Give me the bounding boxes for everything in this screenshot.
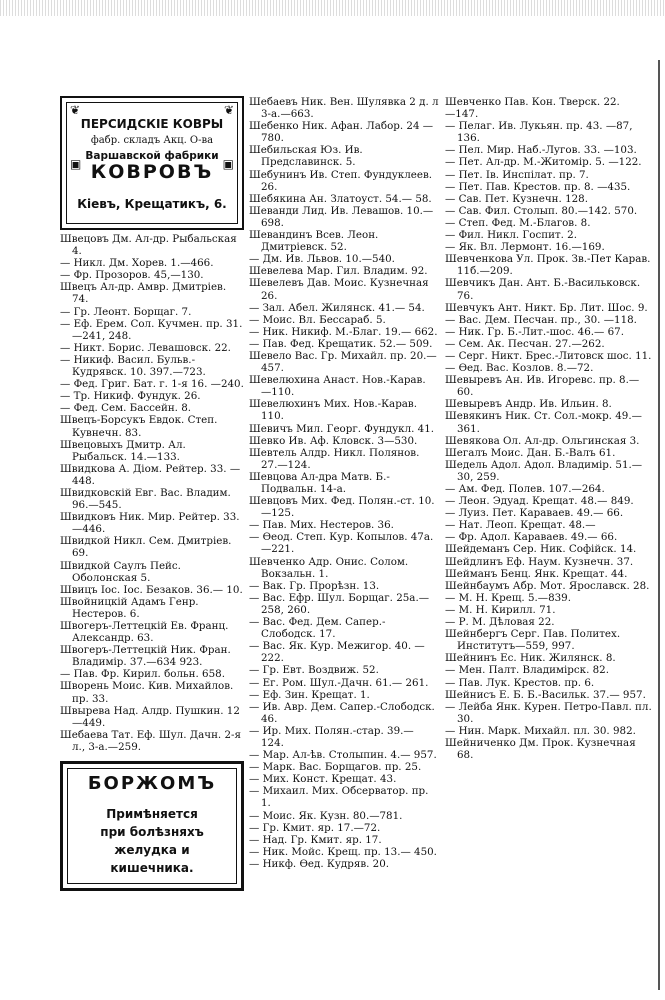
directory-entry: Шевякова Ол. Ал-др. Ольгинская 3.: [445, 434, 640, 447]
carpets-advertisement: [60, 96, 244, 230]
directory-entry: Шевчукъ Ант. Никт. Бр. Лит. Шос. 9.: [445, 301, 648, 314]
ornament-icon: ▣: [70, 157, 82, 171]
directory-entry: Швогеръ-Леттецкій Ев. Франц. Александр. 63.: [60, 620, 229, 645]
directory-entry: Шейниченко Дм. Прок. Кузнечная 68.: [445, 736, 636, 762]
ad-line-5: Кіевъ, Крещатикъ, 6.: [77, 197, 227, 211]
ad-line-2: при болѣзняхъ: [100, 825, 204, 840]
directory-entry: Шевченкова Ул. Прок. Зв.-Пет Карав. 11б.—209.: [445, 253, 651, 278]
directory-entry: — Мар. Ал-ѣв. Столыпин. 4.— 957.: [249, 749, 437, 762]
page-right-edge: [658, 60, 660, 990]
directory-entry: — Пет. Пав. Крестов. пр. 8. —435.: [445, 180, 631, 193]
ad-line-2: фабр. складъ Акц. О-ва: [90, 135, 214, 146]
directory-entry: — Фил. Никл. Госпит. 2.: [445, 229, 578, 242]
directory-list-col1: [60, 233, 244, 753]
page-top-edge: [0, 0, 665, 16]
directory-entry: — Өеод. Степ. Кур. Копылов. 47а.—221.: [249, 531, 434, 556]
directory-entry: — Ег. Ром. Шул.-Дачн. 61.— 261.: [249, 676, 429, 689]
directory-entry: — Вак. Гр. Прорѣзн. 13.: [249, 579, 380, 592]
directory-entry: Шейнинъ Ес. Ник. Жилянск. 8.: [445, 652, 616, 665]
directory-entry: Шевякинъ Ник. Ст. Сол.-мокр. 49.—361.: [445, 410, 642, 435]
directory-entry: — Сав. Фил. Столып. 80.—142. 570.: [445, 204, 638, 217]
directory-entry: — Фр. Адол. Караваев. 49.— 66.: [445, 531, 618, 544]
directory-entry: Швидкой Саулъ Пейс. Оболонская 5.: [60, 559, 181, 584]
directory-entry: — Моис. Вл. Бессараб. 5.: [249, 313, 386, 326]
directory-entry: — Зал. Абел. Жилянск. 41.— 54.: [249, 301, 425, 314]
directory-entry: Швецовыхъ Дмитр. Ал. Рыбальск. 14.—133.: [60, 438, 186, 463]
directory-entry: Швицъ Іос. Іос. Безаков. 36.— 10.: [60, 583, 243, 596]
directory-entry: Шевцова Ал-дра Матв. Б.-Подвальн. 14-а.: [249, 470, 390, 495]
directory-entry: — Никф. Өед. Кудряв. 20.: [249, 857, 390, 870]
directory-entry: — Як. Вл. Лермонт. 16.—169.: [445, 241, 605, 254]
directory-entry: — Лейба Янк. Курен. Петро-Павл. пл. 30.: [445, 700, 652, 725]
directory-entry: — Фед. Сем. Бассейн. 8.: [60, 402, 192, 415]
directory-entry: Шейдеманъ Сер. Ник. Софійск. 14.: [445, 543, 637, 556]
directory-entry: — Ам. Фед. Полев. 107.—264.: [445, 483, 605, 495]
directory-entry: Шевчикъ Дан. Ант. Б.-Васильковск. 76.: [445, 277, 641, 302]
directory-entry: Шебякина Ан. Златоуст. 54.— 58.: [249, 192, 432, 205]
directory-entry: Шейнисъ Е. Б. Б.-Васильк. 37.— 957.: [445, 688, 646, 701]
directory-entry: — Никиф. Васил. Бульв.-Кудрявск. 10. 397.—723.: [60, 353, 206, 379]
directory-entry: — Вас. Дем. Песчан. пр., 30. —118.: [445, 313, 637, 326]
column-1: [60, 96, 244, 891]
directory-entry: — Ив. Авр. Дем. Сапер.-Слободск. 46.: [249, 700, 435, 725]
ad-title: БОРЖОМЪ: [87, 773, 217, 795]
directory-entry: — Р. М. Дѣловая 22.: [445, 616, 555, 629]
directory-entry: Шейнбаумъ Абр. Мот. Ярославск. 28.: [445, 579, 650, 592]
directory-entry: Шедель Адол. Адол. Владимір. 51.—30, 259.: [445, 458, 643, 483]
directory-entry: Шевко Ив. Аф. Кловск. 3—530.: [249, 434, 418, 447]
directory-entry: — Еф. Ерем. Сол. Кучмен. пр. 31.—241, 248.: [60, 317, 243, 342]
directory-entry: —147.: [445, 108, 479, 121]
directory-entry: — Сав. Пет. Кузнечн. 128.: [445, 192, 588, 205]
directory-entry: Шевандинъ Всев. Леон. Дмитріевск. 52.: [249, 229, 379, 254]
ad-line-4: кишечника.: [110, 861, 194, 876]
directory-entry: Швецъ-Борсукъ Евдок. Степ. Кувнечн. 83.: [60, 414, 218, 439]
column-3: [445, 96, 655, 761]
directory-entry: Шейманъ Бенц. Янк. Крещат. 44.: [445, 567, 628, 580]
ad-line-1: Примѣняется: [106, 807, 198, 822]
directory-entry: — Пелаг. Ив. Лукьян. пр. 43. —87, 136.: [445, 120, 633, 145]
directory-entry: Швойницкій Адамъ Генр. Нестеров. 6.: [60, 595, 199, 620]
directory-entry: — Тр. Никиф. Фундук. 26.: [60, 390, 201, 403]
directory-entry: — Мих. Конст. Крещат. 43.: [249, 773, 397, 786]
directory-entry: Шебаева Тат. Еф. Шул. Дачн. 2-я л., 3-а.—259.: [60, 728, 242, 753]
directory-entry: — Гр. Леонт. Борщаг. 7.: [60, 305, 192, 318]
directory-entry: — Ник. Гр. Б.-Лит.-шос. 46.— 67.: [445, 325, 624, 338]
directory-entry: — Нин. Марк. Михайл. пл. 30. 982.: [445, 724, 636, 737]
ad-line-4: КОВРОВЪ: [90, 161, 214, 183]
directory-entry: — Моис. Як. Кузн. 80.—781.: [249, 809, 403, 822]
directory-entry: — Ир. Мих. Полян.-стар. 39.— 124.: [249, 724, 414, 749]
directory-entry: — Пав. Лук. Крестов. пр. 6.: [445, 676, 595, 689]
directory-entry: — Пет. Ів. Инспілат. пр. 7.: [445, 168, 589, 181]
directory-entry: — Вас. Фед. Дем. Сапер.-Слободск. 17.: [249, 616, 386, 641]
directory-entry: Шевыревъ Андр. Ив. Ильин. 8.: [445, 398, 612, 411]
directory-entry: Швидкова А. Діом. Рейтер. 33. —448.: [60, 462, 241, 487]
directory-entry: — Өед. Вас. Козлов. 8.—72.: [445, 362, 594, 375]
directory-entry: Шебунинъ Ив. Степ. Фундуклеев. 26.: [249, 168, 433, 193]
directory-entry: Шевтель Алдр. Никл. Полянов. 27.—124.: [249, 446, 420, 471]
directory-entry: Шевцовъ Мих. Фед. Полян.-ст. 10.—125.: [249, 495, 435, 520]
directory-entry: Шевелюхинъ Мих. Нов.-Карав. 110.: [249, 398, 417, 423]
directory-entry: — Пав. Фед. Крещатик. 52.— 509.: [249, 337, 433, 350]
directory-entry: — Сем. Ак. Песчан. 27.—262.: [445, 337, 605, 350]
directory-entry: — Нат. Леоп. Крещат. 48.—: [445, 519, 596, 532]
directory-entry: — Марк. Вас. Борщагов. пр. 25.: [249, 761, 422, 774]
directory-entry: — Степ. Фед. М.-Благов. 8.: [445, 216, 591, 229]
ad-line-1: ПЕРСИДСКІЕ КОВРЫ: [80, 117, 224, 131]
directory-entry: Шевичъ Мил. Георг. Фундукл. 41.: [249, 422, 435, 435]
directory-entry: — Пав. Мих. Нестеров. 36.: [249, 519, 394, 532]
directory-entry: — Гр. Евт. Воздвиж. 52.: [249, 664, 379, 677]
directory-entry: Шевелевъ Дав. Моис. Кузнечная 26.: [249, 277, 429, 302]
directory-entry: Шевченко Адр. Онис. Солом. Вокзальн. 1.: [249, 555, 409, 580]
directory-entry: Шебенко Ник. Афан. Лабор. 24 —780.: [249, 120, 434, 145]
ad-line-3: желудка и: [114, 843, 190, 858]
directory-list-col2: [249, 96, 439, 870]
directory-entry: — Никл. Дм. Хорев. 1.—466.: [60, 257, 214, 270]
directory-entry: — Ник. Никиф. М.-Благ. 19.— 662.: [249, 325, 438, 338]
directory-entry: — М. Н. Кирилл. 71.: [445, 603, 556, 616]
directory-entry: — Пет. Ал-др. М.-Житомір. 5. —122.: [445, 156, 642, 169]
directory-entry: Шевело Вас. Гр. Михайл. пр. 20.— 457.: [249, 349, 437, 375]
directory-entry: — Над. Гр. Кмит. яр. 17.: [249, 833, 382, 846]
directory-entry: Швидковскій Евг. Вас. Владим. 96.—545.: [60, 486, 231, 512]
ornament-icon: ❦: [70, 103, 81, 117]
directory-entry: — Пав. Фр. Кирил. больн. 658.: [60, 668, 225, 681]
directory-entry: — Пел. Мир. Наб.-Лугов. 33. —103.: [445, 144, 637, 157]
directory-entry: Шевченко Пав. Кон. Тверск. 22.: [445, 96, 620, 108]
directory-entry: — Дм. Ив. Львов. 10.—540.: [249, 253, 395, 266]
directory-entry: Швидкой Никл. Сем. Дмитріев. 69.: [60, 535, 232, 560]
directory-entry: Шевелюхина Анаст. Нов.-Карав. —110.: [249, 374, 426, 399]
directory-entry: — Фр. Прозоров. 45,—130.: [60, 269, 204, 282]
directory-entry: — Вас. Як. Кур. Межигор. 40. —222.: [249, 640, 425, 665]
directory-entry: — Никт. Борис. Левашовск. 22.: [60, 341, 231, 354]
directory-entry: — Леон. Эдуад. Крещат. 48.— 849.: [445, 495, 634, 508]
directory-entry: — М. Н. Крещ. 5.—839.: [445, 591, 572, 604]
directory-entry: Шебильская Юз. Ив. Предславинск. 5.: [249, 144, 363, 169]
ornament-icon: ❦: [223, 103, 234, 117]
directory-entry: — Луиз. Пет. Караваев. 49.— 66.: [445, 507, 624, 520]
ornament-icon: ▣: [222, 157, 234, 171]
ad-line-3: Варшавской фабрики: [85, 150, 219, 162]
directory-entry: Шевыревъ Ан. Ив. Игоревс. пр. 8.—60.: [445, 374, 640, 399]
directory-entry: Шейдлинъ Еф. Наум. Кузнечн. 37.: [445, 555, 634, 568]
directory-entry: — Фед. Григ. Бат. г. 1-я 16. —240.: [60, 378, 244, 391]
directory-entry: Швогеръ-Леттецкій Ник. Фран. Владимір. 37.—634 923.: [60, 644, 231, 669]
directory-entry: — Ник. Мойс. Крещ. пр. 13.— 450.: [249, 845, 437, 858]
directory-entry: Швидковъ Ник. Мир. Рейтер. 33.—446.: [60, 511, 240, 536]
directory-entry: Швецовъ Дм. Ал-др. Рыбальская 4.: [60, 233, 237, 258]
directory-entry: Шворень Моис. Кив. Михайлов. пр. 33.: [60, 680, 234, 705]
directory-entry: — Михаил. Мих. Обсерватор. пр. 1.: [249, 785, 429, 810]
directory-list-col3: [445, 96, 655, 761]
directory-entry: Швырева Над. Алдр. Пушкин. 12—449.: [60, 704, 240, 729]
directory-entry: Шейнбергъ Серг. Пав. Политех. Институтъ—559, 997.: [445, 628, 621, 653]
directory-entry: Шеванди Лид. Ив. Левашов. 10.—698.: [249, 204, 434, 229]
column-2: [249, 96, 439, 870]
directory-entry: — Вас. Ефр. Шул. Борщаг. 25а.—258, 260.: [249, 591, 430, 616]
directory-entry: Шебаевъ Ник. Вен. Шулявка 2 д. л 3-а.—663.: [249, 96, 439, 121]
directory-entry: — Серг. Никт. Брес.-Литовск шос. 11.: [445, 349, 652, 362]
directory-entry: — Еф. Зин. Крещат. 1.: [249, 688, 370, 701]
borjom-advertisement: [60, 761, 244, 891]
directory-entry: — Гр. Кмит. яр. 17.—72.: [249, 821, 381, 834]
directory-entry: Шегалъ Моис. Дан. Б.-Валъ 61.: [445, 446, 616, 459]
directory-entry: — Мен. Палт. Владимірск. 82.: [445, 664, 609, 677]
directory-entry: Швецъ Ал-др. Амвр. Дмитріев. 74.: [60, 281, 227, 306]
directory-entry: Шевелева Мар. Гил. Владим. 92.: [249, 265, 428, 278]
